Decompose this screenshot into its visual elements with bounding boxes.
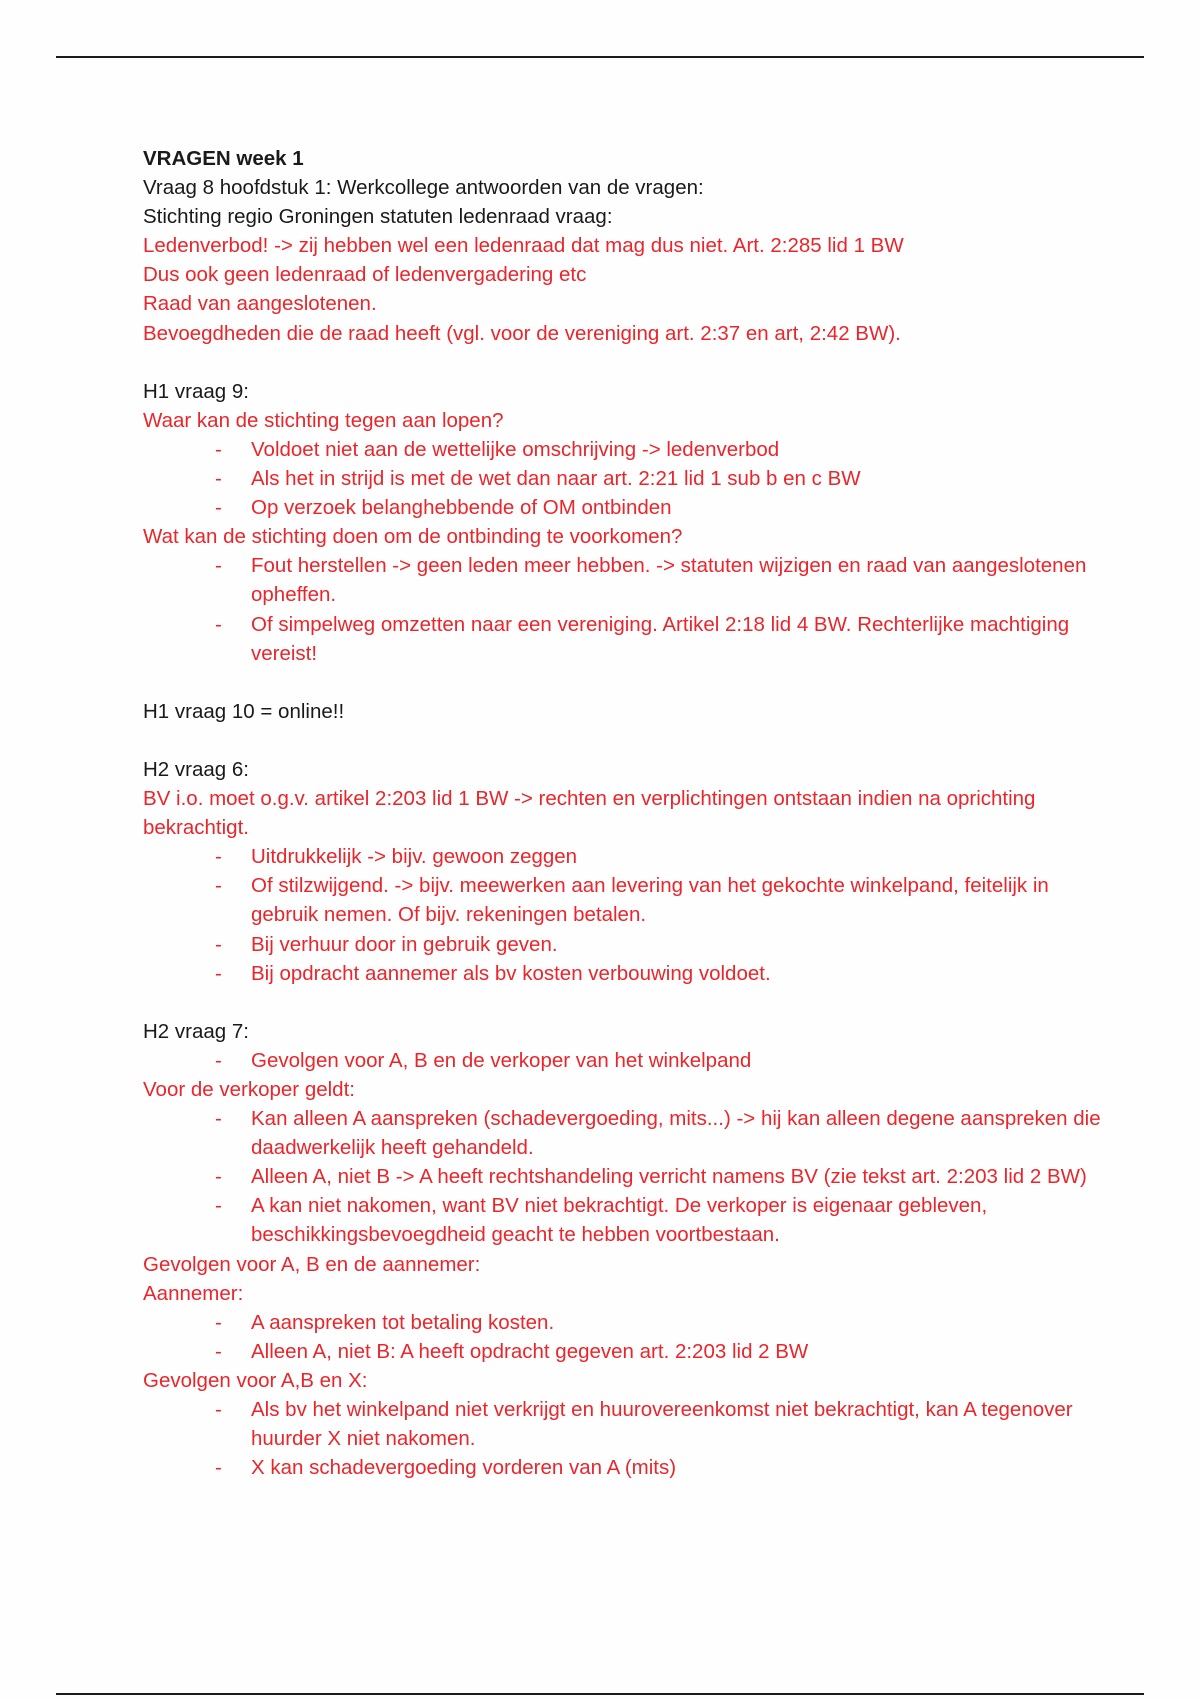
bullet-item: - Gevolgen voor A, B en de verkoper van het winkelpand — [215, 1048, 752, 1072]
bullet-item: - Bij verhuur door in gebruik geven. — [215, 932, 558, 956]
bullet-item: - Of stilzwijgend. -> bijv. meewerken aan levering van het gekochte winkelpand, feitelijk in gebruik nemen. Of bijv. rekeningen betalen. — [215, 874, 1049, 927]
answer-line: Dus ook geen ledenraad of ledenvergadering etc — [143, 263, 587, 287]
question-line: Waar kan de stichting tegen aan lopen? — [143, 408, 504, 432]
bottom-rule — [56, 1693, 1144, 1695]
answer-line: Ledenverbod! -> zij hebben wel een ledenraad dat mag dus niet. Art. 2:285 lid 1 BW — [143, 234, 904, 258]
subheading-aannemer: Gevolgen voor A, B en de aannemer: — [143, 1252, 481, 1276]
bullet-item: - Of simpelweg omzetten naar een vereniging. Artikel 2:18 lid 4 BW. Rechterlijke machtiging vereist! — [215, 612, 1070, 665]
subheading-verkoper: Voor de verkoper geldt: — [143, 1078, 355, 1101]
intro-line: Stichting regio Groningen statuten ledenraad vraag: — [143, 205, 613, 229]
bullet-item: - Bij opdracht aannemer als bv kosten verbouwing voldoet. — [215, 961, 771, 985]
bullet-item: - Voldoet niet aan de wettelijke omschrijving -> ledenverbod — [215, 437, 780, 461]
bullet-item: - Alleen A, niet B: A heeft opdracht gegeven art. 2:203 lid 2 BW — [215, 1339, 809, 1363]
bullet-item: - Uitdrukkelijk -> bijv. gewoon zeggen — [215, 845, 578, 869]
document-body — [143, 144, 1103, 1482]
bullet-item: - Kan alleen A aanspreken (schadevergoeding, mits...) -> hij kan alleen degene aanspreken die daadwerkelijk heeft gehandeld. — [215, 1107, 1101, 1160]
section-title-h1v10: H1 vraag 10 = online!! — [143, 699, 345, 723]
page-heading: VRAGEN week 1 — [143, 147, 304, 170]
bullet-item: - Fout herstellen -> geen leden meer hebben. -> statuten wijzigen en raad van aangeslotenen opheffen. — [215, 554, 1087, 607]
subheading-aannemer-label: Aannemer: — [143, 1281, 244, 1305]
bullet-item: - X kan schadevergoeding vorderen van A (mits) — [215, 1456, 677, 1480]
section-title-h1v9: H1 vraag 9: — [143, 379, 249, 403]
section-title-h2v7: H2 vraag 7: — [143, 1019, 249, 1043]
bullet-item: - A aanspreken tot betaling kosten. — [215, 1310, 555, 1334]
question-line: Wat kan de stichting doen om de ontbinding te voorkomen? — [143, 525, 683, 549]
subheading-x: Gevolgen voor A,B en X: — [143, 1368, 368, 1392]
bullet-item: - Op verzoek belanghebbende of OM ontbinden — [215, 496, 672, 520]
bullet-item: - A kan niet nakomen, want BV niet bekrachtigt. De verkoper is eigenaar gebleven, beschikkingsbevoegdheid geacht te hebben voortbestaan. — [215, 1194, 988, 1247]
top-rule — [56, 56, 1144, 58]
bullet-item: - Alleen A, niet B -> A heeft rechtshandeling verricht namens BV (zie tekst art. 2:203 lid 2 BW) — [215, 1165, 1087, 1189]
intro-line: Vraag 8 hoofdstuk 1: Werkcollege antwoorden van de vragen: — [143, 176, 704, 200]
bullet-item: - Als het in strijd is met de wet dan naar art. 2:21 lid 1 sub b en c BW — [215, 467, 861, 491]
section-title-h2v6: H2 vraag 6: — [143, 757, 249, 781]
answer-line: Raad van aangeslotenen. — [143, 292, 377, 316]
answer-line: Bevoegdheden die de raad heeft (vgl. voor de vereniging art. 2:37 en art, 2:42 BW). — [143, 321, 901, 345]
answer-paragraph: BV i.o. moet o.g.v. artikel 2:203 lid 1 BW -> rechten en verplichtingen ontstaan indien na oprichting bekrachtigt. — [143, 787, 1036, 840]
bullet-item: - Als bv het winkelpand niet verkrijgt en huurovereenkomst niet bekrachtigt, kan A tegenover huurder X niet nakomen. — [215, 1398, 1073, 1451]
